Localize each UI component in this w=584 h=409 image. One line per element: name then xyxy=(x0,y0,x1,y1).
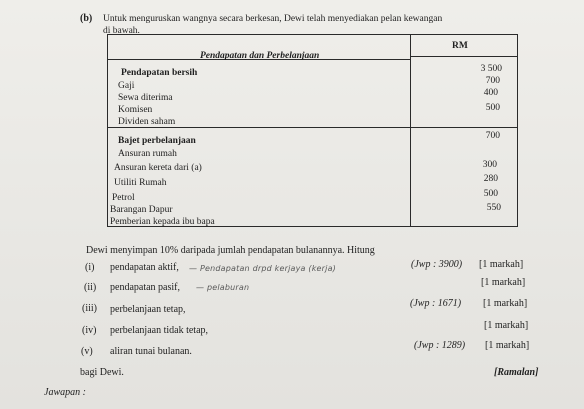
financial-plan-table xyxy=(107,34,518,227)
answer-hint: (Jwp : 3900) xyxy=(411,259,463,270)
income-section-title: Pendapatan bersih xyxy=(121,68,198,78)
expense-section-title: Bajet perbelanjaan xyxy=(118,136,196,146)
item-number: (v) xyxy=(81,346,93,357)
table-header-right: RM xyxy=(452,41,468,51)
marks-label: [1 markah] xyxy=(479,259,524,270)
marks-label: [1 markah] xyxy=(481,277,526,288)
expense-row-value: 500 xyxy=(483,189,498,199)
income-row-value: 700 xyxy=(485,76,500,86)
marks-label: [1 markah] xyxy=(483,298,528,309)
item-number: (ii) xyxy=(84,282,97,293)
table-column-divider xyxy=(410,35,411,226)
expense-row-label: Utiliti Rumah xyxy=(114,178,167,188)
answer-hint: (Jwp : 1671) xyxy=(410,298,462,309)
income-row-value: 400 xyxy=(483,88,498,98)
expense-row-label: Petrol xyxy=(112,193,135,203)
answer-label: Jawapan : xyxy=(44,387,86,398)
question-intro-line1: Untuk menguruskan wangnya secara berkesan, Dewi telah menyediakan pelan kewangan xyxy=(103,14,443,24)
income-row-label: Sewa diterima xyxy=(118,93,173,103)
subject-text: bagi Dewi. xyxy=(80,367,124,378)
expense-row-label: Barangan Dapur xyxy=(110,205,173,215)
task-lead-text: Dewi menyimpan 10% daripada jumlah pendapatan bulanannya. Hitung xyxy=(86,245,375,256)
item-text: pendapatan pasif, xyxy=(110,282,180,293)
income-row-label: Gaji xyxy=(118,81,135,91)
expense-row-label: Pemberian kepada ibu bapa xyxy=(110,217,215,227)
income-row-label: Dividen saham xyxy=(118,117,176,127)
item-number: (iv) xyxy=(82,325,97,336)
question-intro-line2: di bawah. xyxy=(103,26,140,36)
expense-row-value: 280 xyxy=(483,174,498,184)
item-number: (iii) xyxy=(82,303,97,314)
expense-row-value: 300 xyxy=(482,160,497,170)
answer-hint: (Jwp : 1289) xyxy=(414,340,466,351)
expense-row-label: Ansuran kereta dari (a) xyxy=(114,163,202,173)
table-rm-divider xyxy=(410,56,517,57)
income-row-label: Komisen xyxy=(118,105,153,115)
marks-label: [1 markah] xyxy=(485,340,530,351)
handwritten-note: — Pendapatan drpd kerjaya (kerja) xyxy=(189,264,336,273)
item-text: perbelanjaan tidak tetap, xyxy=(110,325,209,336)
handwritten-note: — pelaburan xyxy=(196,283,250,292)
expense-row-value: 700 xyxy=(485,131,500,141)
income-row-value: 500 xyxy=(485,103,500,113)
item-text: pendapatan aktif, xyxy=(110,262,179,273)
table-header-left: Pendapatan dan Perbelanjaan xyxy=(200,51,320,61)
item-text: aliran tunai bulanan. xyxy=(110,346,192,357)
item-text: perbelanjaan tetap, xyxy=(110,304,186,315)
income-row-value: 3 500 xyxy=(480,64,502,74)
marks-label: [1 markah] xyxy=(484,320,529,331)
expense-row-value: 550 xyxy=(486,203,501,213)
item-number: (i) xyxy=(85,262,95,273)
question-tag: [Ramalan] xyxy=(494,367,539,378)
expense-row-label: Ansuran rumah xyxy=(118,149,177,159)
question-label: (b) xyxy=(80,13,93,24)
